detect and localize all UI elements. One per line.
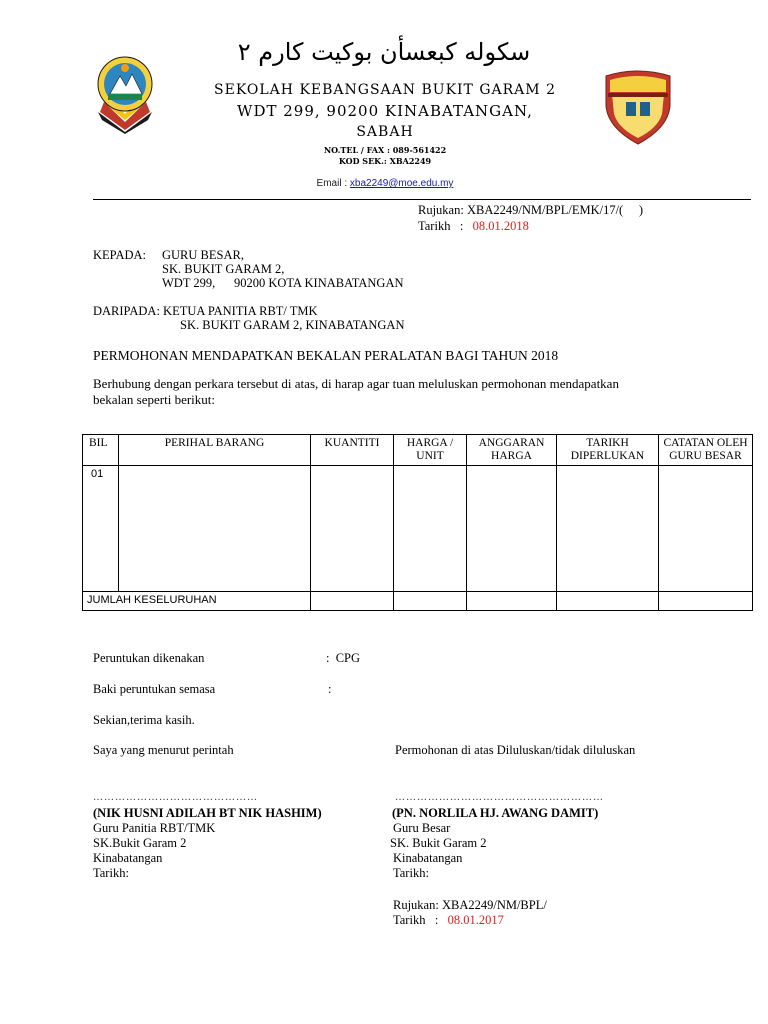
left-sign-intro: Saya yang menurut perintah: [93, 743, 234, 757]
table-header-row: [83, 435, 753, 466]
table-cell[interactable]: [659, 592, 753, 611]
table-cell[interactable]: [467, 592, 557, 611]
reference-date-value: 08.01.2018: [472, 219, 529, 233]
table-total-row: [83, 592, 753, 611]
allocation-label: Peruntukan dikenakan: [93, 651, 205, 665]
right-signer-name: (PN. NORLILA HJ. AWANG DAMIT): [392, 806, 599, 820]
table-cell[interactable]: [557, 466, 659, 592]
from-line-1: DARIPADA: KETUA PANITIA RBT/ TMK: [93, 304, 318, 318]
intro-line-2: bekalan seperti berikut:: [93, 392, 216, 407]
right-signer-title: Guru Besar: [393, 821, 451, 835]
right-signature-line: …………………………………………………: [395, 792, 604, 803]
table-cell[interactable]: [659, 466, 753, 592]
to-line-1: GURU BESAR,: [162, 248, 244, 262]
reference-number: Rujukan: XBA2249/NM/BPL/EMK/17/( ): [418, 203, 644, 217]
table-cell[interactable]: [119, 466, 311, 592]
left-signature-line: ………………………………………: [93, 792, 258, 803]
right-signer-place: Kinabatangan: [393, 851, 463, 865]
column-header: PERIHAL BARANG: [119, 435, 311, 466]
column-header: CATATAN OLEH GURU BESAR: [659, 435, 753, 466]
reference-date: [418, 219, 529, 234]
left-signer-place: Kinabatangan: [93, 851, 163, 865]
column-header: HARGA / UNIT: [394, 435, 467, 466]
closing-text: Sekian,terima kasih.: [93, 713, 195, 727]
intro-line-1: Berhubung dengan perkara tersebut di atas, di harap agar tuan meluluskan permohonan mendapatkan: [93, 376, 619, 391]
table-cell[interactable]: [311, 466, 394, 592]
table-cell[interactable]: [394, 592, 467, 611]
table-cell[interactable]: [557, 592, 659, 611]
school-state: SABAH: [356, 124, 414, 140]
column-header: KUANTITI: [311, 435, 394, 466]
school-name: SEKOLAH KEBANGSAAN BUKIT GARAM 2: [214, 82, 556, 98]
table-cell[interactable]: [394, 466, 467, 592]
footer-date-value: 08.01.2017: [447, 913, 504, 927]
table-cell[interactable]: [311, 592, 394, 611]
balance-label: Baki peruntukan semasa: [93, 682, 216, 696]
left-signer-name: (NIK HUSNI ADILAH BT NIK HASHIM): [93, 806, 322, 820]
right-signer-school: SK. Bukit Garam 2: [390, 836, 487, 850]
header-divider: [93, 199, 751, 200]
footer-date: [393, 913, 504, 928]
table-row: [83, 466, 753, 592]
to-line-3: WDT 299, 90200 KOTA KINABATANGAN: [162, 276, 404, 290]
from-line-2: SK. BUKIT GARAM 2, KINABATANGAN: [180, 318, 405, 332]
table-cell[interactable]: 01: [83, 466, 119, 592]
school-phone: NO.TEL / FAX : 089-561422: [323, 145, 447, 155]
left-signer-title: Guru Panitia RBT/TMK: [93, 821, 216, 835]
footer-date-label: Tarikh :: [393, 913, 448, 927]
school-email: [150, 178, 620, 189]
email-label: Email :: [316, 178, 350, 189]
column-header: BIL: [83, 435, 119, 466]
total-label: JUMLAH KESELURUHAN: [83, 592, 311, 611]
allocation-value: : CPG: [326, 651, 361, 665]
school-name-jawi: سكوله كبعسأن بوكيت كارم ٢: [237, 38, 531, 66]
school-code: KOD SEK.: XBA2249: [338, 156, 432, 166]
left-signer-school: SK.Bukit Garam 2: [93, 836, 187, 850]
right-signer-date: Tarikh:: [393, 866, 429, 880]
school-address: WDT 299, 90200 KINABATANGAN,: [237, 102, 533, 120]
left-signer-date: Tarikh:: [93, 866, 129, 880]
letter-subject: PERMOHONAN MENDAPATKAN BEKALAN PERALATAN BAGI TAHUN 2018: [93, 348, 559, 363]
email-link[interactable]: xba2249@moe.edu.my: [349, 178, 454, 189]
right-sign-intro: Permohonan di atas Diluluskan/tidak diluluskan: [395, 743, 636, 757]
table-cell[interactable]: [467, 466, 557, 592]
column-header: TARIKH DIPERLUKAN: [557, 435, 659, 466]
request-table: [82, 434, 753, 611]
to-label: KEPADA:: [93, 248, 147, 262]
to-line-2: SK. BUKIT GARAM 2,: [162, 262, 285, 276]
footer-reference: Rujukan: XBA2249/NM/BPL/: [393, 898, 547, 912]
balance-value: :: [328, 682, 332, 696]
reference-date-label: Tarikh :: [418, 219, 473, 233]
column-header: ANGGARAN HARGA: [467, 435, 557, 466]
